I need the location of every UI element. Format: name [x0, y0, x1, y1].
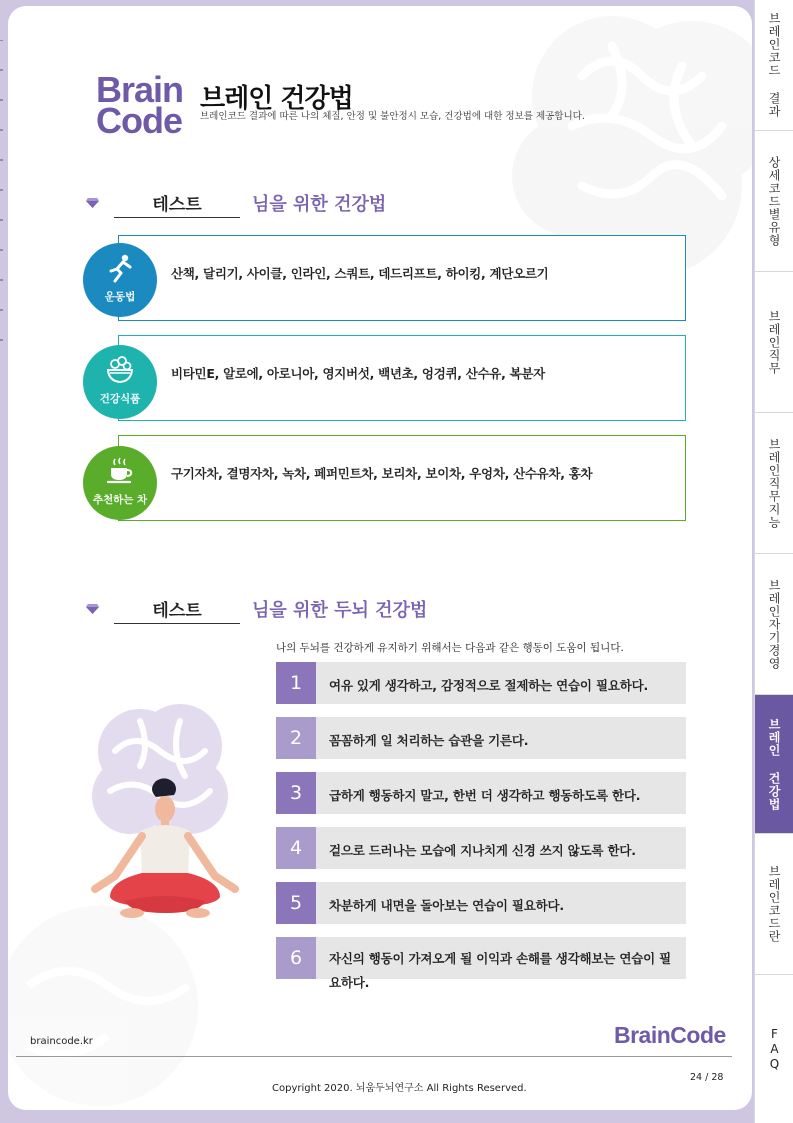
tip-item — [276, 937, 686, 990]
section-title: 님을 위한 건강법 — [252, 194, 387, 215]
user-name: 테스트 — [114, 596, 240, 624]
section-sidebar — [754, 0, 793, 1123]
exercise-list: 산책, 달리기, 사이클, 인라인, 스쿼트, 데드리프트, 하이킹, 계단오르기 — [171, 266, 549, 281]
salad-bowl-icon — [105, 355, 135, 385]
section-title: 님을 위한 두뇌 건강법 — [252, 600, 428, 621]
section-heading-brain-health — [86, 596, 486, 624]
page-title: 브레인 건강법 — [200, 84, 353, 114]
tip-number: 3 — [276, 772, 316, 814]
tab-detail-code-type[interactable] — [755, 131, 793, 272]
tab-faq[interactable] — [755, 975, 793, 1123]
margin-ticks — [0, 40, 4, 350]
footer-divider — [16, 1056, 732, 1057]
tab-label: 브레인직무지능 — [767, 437, 781, 529]
report-page — [8, 6, 752, 1110]
logo-line1: Brain — [96, 69, 184, 110]
page-subtitle: 브레인코드 결과에 따른 나의 체질, 안정 및 불안정시 모습, 건강법에 대한 정보를 제공합니다. — [200, 111, 585, 122]
health-item-tea — [118, 435, 686, 521]
footer-logo: BrainCode — [614, 1022, 726, 1048]
tip-text: 차분하게 내면을 돌아보는 연습이 필요하다. — [329, 898, 564, 913]
website-link[interactable]: braincode.kr — [30, 1036, 93, 1047]
tab-label: 상세코드별유형 — [767, 155, 781, 247]
tea-list: 구기자차, 결명자차, 녹차, 페퍼민트차, 보리차, 보이차, 우엉차, 산수유차, 홍차 — [171, 466, 593, 481]
tip-item — [276, 662, 686, 704]
food-label: 건강식품 — [99, 393, 141, 405]
food-badge — [83, 345, 157, 419]
tea-label: 추천하는 차 — [92, 494, 148, 506]
section-heading-health — [86, 190, 486, 218]
tab-label: 브레인자기경영 — [767, 578, 781, 670]
page-number: 24 / 28 — [690, 1072, 724, 1083]
tab-label: 브레인코드 결과 — [767, 12, 781, 118]
health-item-food — [118, 335, 686, 421]
user-name: 테스트 — [114, 190, 240, 218]
health-item-exercise — [118, 235, 686, 321]
meditation-illustration — [70, 701, 250, 931]
tip-number: 6 — [276, 937, 316, 979]
tip-number: 2 — [276, 717, 316, 759]
tip-text: 여유 있게 생각하고, 감정적으로 절제하는 연습이 필요하다. — [329, 678, 649, 693]
tea-badge — [83, 446, 157, 520]
exercise-label: 운동법 — [104, 291, 136, 303]
logo-line2: Code — [96, 100, 182, 141]
food-list: 비타민E, 알로에, 아로니아, 영지버섯, 백년초, 엉겅퀴, 산수유, 복분자 — [171, 366, 545, 381]
tab-brain-job-intelligence[interactable] — [755, 413, 793, 554]
tab-brain-health[interactable] — [755, 695, 793, 834]
tab-label: 브레인 건강법 — [767, 717, 781, 811]
exercise-icon — [105, 253, 135, 283]
copyright-text: Copyright 2020. 뇌움두뇌연구소 All Rights Reserved. — [272, 1083, 527, 1094]
tip-number: 4 — [276, 827, 316, 869]
tip-item — [276, 717, 686, 759]
tab-label: FAQ — [767, 1026, 782, 1072]
tip-text: 겉으로 드러나는 모습에 지나치게 신경 쓰지 않도록 한다. — [329, 843, 636, 858]
tab-brain-job[interactable] — [755, 272, 793, 413]
tab-braincode-result[interactable] — [755, 0, 793, 131]
tip-text: 꼼꼼하게 일 처리하는 습관을 기른다. — [329, 733, 529, 748]
tab-label: 브레인직무 — [767, 309, 781, 375]
tip-item — [276, 772, 686, 814]
tip-text: 자신의 행동이 가져오게 될 이익과 손해를 생각해보는 연습이 필요하다. — [329, 951, 671, 990]
tab-label: 브레인코드란 — [767, 865, 781, 943]
tip-item — [276, 827, 686, 869]
gem-bullet-icon — [86, 604, 99, 614]
tip-number: 5 — [276, 882, 316, 924]
tip-item — [276, 882, 686, 924]
tip-number: 1 — [276, 662, 316, 704]
gem-bullet-icon — [86, 198, 99, 208]
tab-about-braincode[interactable] — [755, 834, 793, 975]
brain-health-intro: 나의 두뇌를 건강하게 유지하기 위해서는 다음과 같은 행동이 도움이 됩니다. — [276, 642, 624, 654]
tea-cup-icon — [105, 456, 135, 486]
exercise-badge — [83, 243, 157, 317]
braincode-logo — [96, 69, 192, 144]
tip-text: 급하게 행동하지 말고, 한번 더 생각하고 행동하도록 한다. — [329, 788, 641, 803]
tab-brain-self-management[interactable] — [755, 554, 793, 695]
